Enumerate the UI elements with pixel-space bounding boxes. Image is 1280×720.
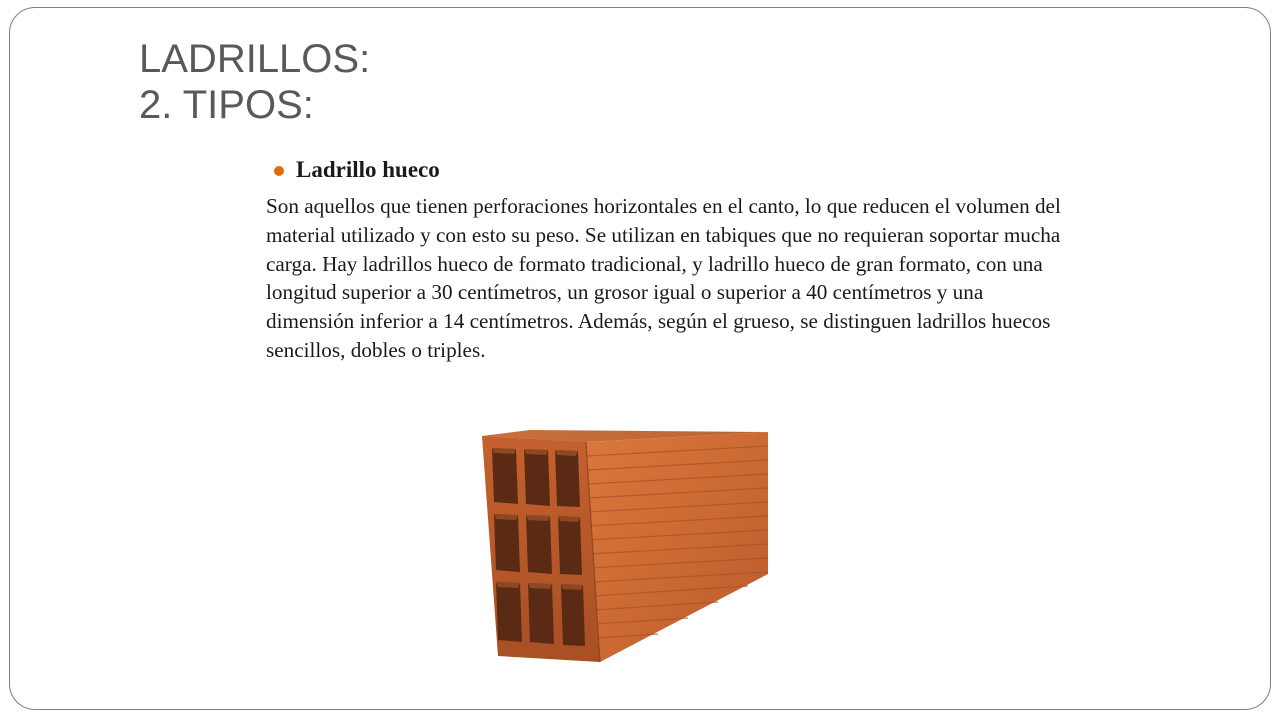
slide-title <box>139 36 370 128</box>
title-line-2: 2. TIPOS: <box>139 83 314 127</box>
body-paragraph: Son aquellos que tienen perforaciones horizontales en el canto, lo que reducen el volumen del material utilizado y con esto su peso. Se utilizan en tabiques que no requieran soportar mucha carga. Hay ladrillos hueco de formato tradicional, y ladrillo hueco de gran formato, con una longitud superior a 30 centímetros, un grosor igual o superior a 40 centímetros y una dimensión inferior a 14 centímetros. Además, según el grueso, se distinguen ladrillos huecos sencillos, dobles o triples. <box>266 194 1061 362</box>
title-line-1: LADRILLOS: <box>139 37 371 81</box>
bullet-item <box>274 155 440 185</box>
brick-side-face <box>586 432 768 662</box>
bullet-label: Ladrillo hueco <box>296 157 440 182</box>
hollow-brick-image <box>478 426 770 664</box>
bullet-dot-icon <box>274 166 284 176</box>
